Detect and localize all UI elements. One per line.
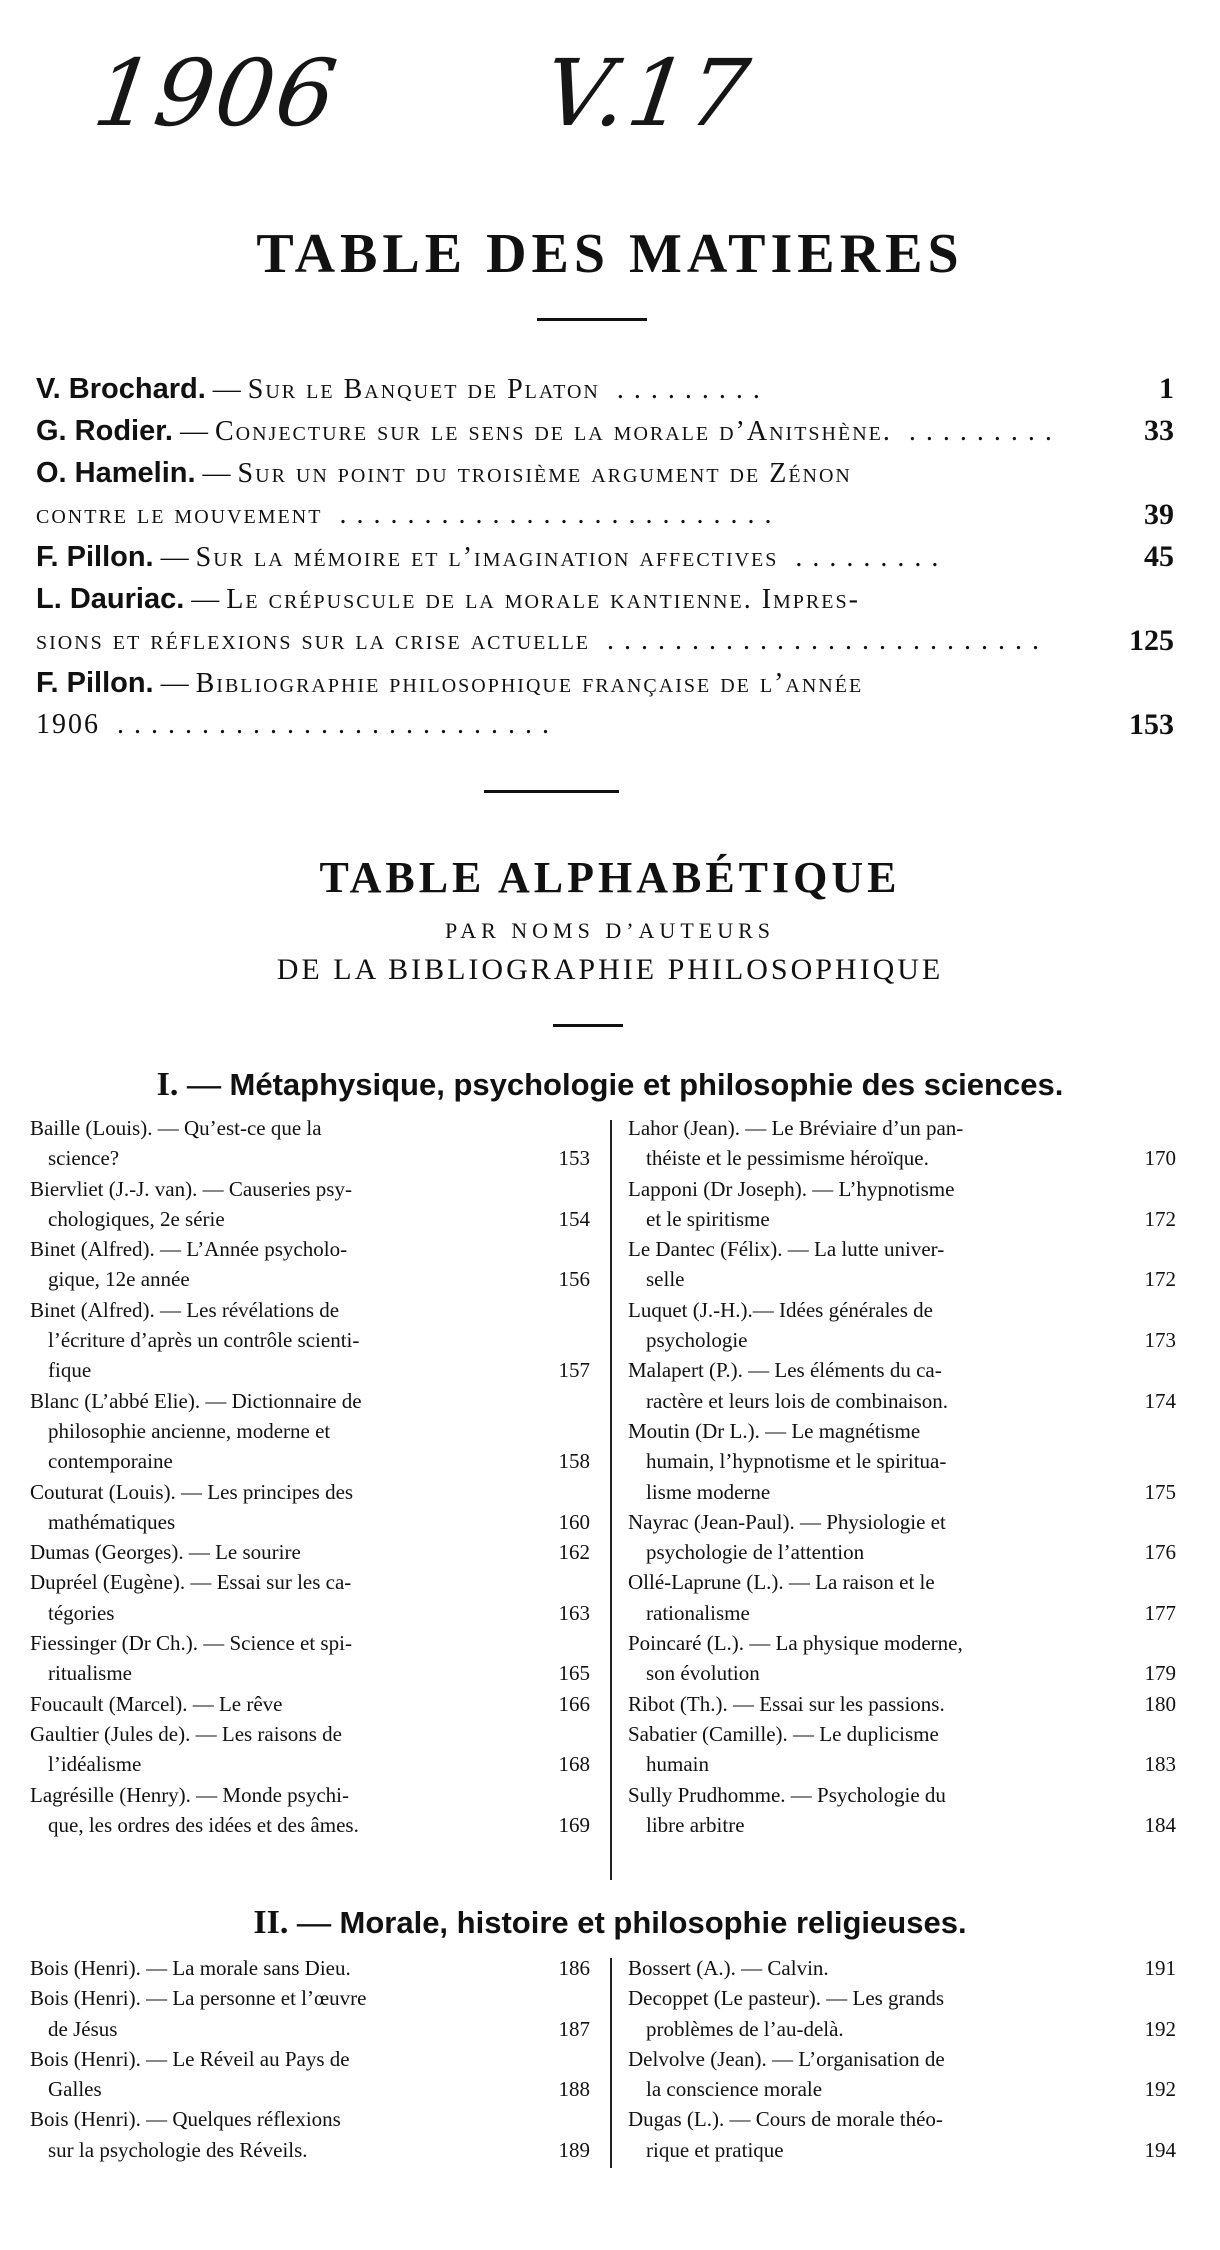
section-dash: — xyxy=(297,1904,340,1941)
toc-dash: — xyxy=(195,458,238,489)
toc-page-number: 39 xyxy=(1144,498,1174,531)
index-entry-line xyxy=(30,1355,590,1385)
index-entry-text: Binet (Alfred). — Les révélations de xyxy=(30,1297,340,1322)
index-entry-text: Ollé-Laprune (L.). — La raison et le xyxy=(628,1570,935,1595)
index-page-number: 156 xyxy=(558,1267,590,1292)
index-entry-line xyxy=(30,1719,590,1749)
index-entry-text: Binet (Alfred). — L’Année psycholo- xyxy=(30,1237,348,1262)
index-entry-text: problèmes de l’au-delà. xyxy=(646,2016,844,2041)
section-numeral: I. xyxy=(156,1066,179,1103)
toc-entry-text xyxy=(36,704,559,746)
toc-entry xyxy=(36,368,1174,410)
index-page-number: 179 xyxy=(1144,1661,1176,1686)
section-heading xyxy=(0,1066,1220,1104)
index-entry-line xyxy=(628,1658,1176,1688)
index-entry-line xyxy=(30,1658,590,1688)
toc-author: L. Dauriac. xyxy=(36,583,185,615)
index-column-right xyxy=(628,1113,1176,1840)
index-entry-line xyxy=(30,1234,590,1264)
index-entry-text: Sully Prudhomme. — Psychologie du xyxy=(628,1782,946,1807)
index-page-number: 187 xyxy=(558,2016,590,2041)
index-entry-line xyxy=(628,2044,1176,2074)
index-entry-text: Bois (Henri). — Le Réveil au Pays de xyxy=(30,2046,350,2071)
index-entry-line xyxy=(30,2135,590,2165)
toc-entry xyxy=(36,578,1174,620)
index-page-number: 160 xyxy=(558,1509,590,1534)
index-entry-text: humain xyxy=(646,1752,709,1777)
index-page-number: 189 xyxy=(558,2137,590,2162)
toc-entry-text xyxy=(36,578,860,621)
index-entry-text: Sabatier (Camille). — Le duplicisme xyxy=(628,1721,939,1746)
section-title: Métaphysique, psychologie et philosophie des sciences. xyxy=(229,1067,1064,1102)
index-entry-line xyxy=(30,1537,590,1567)
index-entry-text: gique, 12e année xyxy=(48,1267,190,1292)
toc-author: G. Rodier. xyxy=(36,415,173,447)
index-entry-text: chologiques, 2e série xyxy=(48,1206,225,1231)
toc-list xyxy=(36,368,1174,746)
index-entry-text: Decoppet (Le pasteur). — Les grands xyxy=(628,1986,945,2011)
index-entry-text: Lapponi (Dr Joseph). — L’hypnotisme xyxy=(628,1176,955,1201)
toc-entry xyxy=(36,662,1174,704)
column-divider xyxy=(610,1120,612,1880)
index-entry-text: Fiessinger (Dr Ch.). — Science et spi- xyxy=(30,1631,352,1656)
toc-entry-text xyxy=(36,620,1049,662)
index-page-number: 192 xyxy=(1144,2077,1176,2102)
index-entry-line xyxy=(30,1386,590,1416)
toc-dash: — xyxy=(153,542,196,573)
index-entry-line xyxy=(30,1204,590,1234)
index-page-number: 177 xyxy=(1144,1600,1176,1625)
toc-entry-text xyxy=(36,452,852,495)
index-entry-line xyxy=(628,1598,1176,1628)
index-page-number: 173 xyxy=(1144,1328,1176,1353)
index-entry-text: Lagrésille (Henry). — Monde psychi- xyxy=(30,1782,349,1807)
index-page-number: 186 xyxy=(558,1956,590,1980)
index-entry-line xyxy=(628,1113,1176,1143)
section-numeral: II. xyxy=(253,1904,289,1941)
toc-page-number: 125 xyxy=(1129,624,1174,657)
toc-entry xyxy=(36,410,1174,452)
index-entry-line xyxy=(30,1628,590,1658)
index-entry-text: Couturat (Louis). — Les principes des xyxy=(30,1479,354,1504)
section-dash: — xyxy=(187,1066,230,1103)
leader-dots: .......................... xyxy=(590,625,1050,656)
index-entry-line xyxy=(628,1780,1176,1810)
index-page-number: 166 xyxy=(558,1691,590,1716)
toc-page-number: 45 xyxy=(1144,540,1174,573)
alphabetical-index-subtitle: DE LA BIBLIOGRAPHIE PHILOSOPHIQUE xyxy=(276,953,944,986)
index-entry-line xyxy=(628,1143,1176,1173)
index-entry-line xyxy=(628,1174,1176,1204)
index-entry-line xyxy=(628,1295,1176,1325)
index-entry-text: rique et pratique xyxy=(646,2137,784,2162)
toc-page-number: 1 xyxy=(1159,372,1174,405)
toc-entry-continuation xyxy=(36,494,1174,536)
index-entry-text: psychologie de l’attention xyxy=(646,1540,865,1565)
toc-author: F. Pillon. xyxy=(36,541,154,573)
index-entry-text: contemporaine xyxy=(48,1449,173,1474)
index-entry-text: psychologie xyxy=(646,1328,748,1353)
index-page-number: 175 xyxy=(1144,1479,1176,1504)
index-entry-line xyxy=(30,1446,590,1476)
index-page-number: 153 xyxy=(558,1146,590,1171)
index-entry-text: rationalisme xyxy=(646,1600,750,1625)
toc-article-title: Sur la mémoire et l’imagination affectives xyxy=(195,542,779,573)
index-entry-line xyxy=(628,1567,1176,1597)
index-entry-text: Moutin (Dr L.). — Le magnétisme xyxy=(628,1418,921,1443)
index-entry-text: Blanc (L’abbé Elie). — Dictionnaire de xyxy=(30,1388,362,1413)
index-entry-line xyxy=(628,1749,1176,1779)
index-page-number: 172 xyxy=(1144,1206,1176,1231)
index-entry-line xyxy=(30,1325,590,1355)
index-column-right xyxy=(628,1953,1176,2165)
index-entry-line xyxy=(30,1295,590,1325)
index-page-number: 157 xyxy=(558,1358,590,1383)
index-entry-line xyxy=(30,1567,590,1597)
index-entry-text: l’écriture d’après un contrôle scienti- xyxy=(48,1328,360,1353)
toc-page-number: 33 xyxy=(1144,414,1174,447)
index-page-number: 192 xyxy=(1144,2016,1176,2041)
index-page-number: 168 xyxy=(558,1752,590,1777)
index-page-number: 158 xyxy=(558,1449,590,1474)
index-entry-line xyxy=(628,1325,1176,1355)
toc-entry-text xyxy=(36,536,948,579)
index-entry-text: Bois (Henri). — La morale sans Dieu. xyxy=(30,1956,351,1980)
leader-dots: ......... xyxy=(778,542,949,573)
index-page-number: 165 xyxy=(558,1661,590,1686)
index-entry-text: sur la psychologie des Réveils. xyxy=(48,2137,308,2162)
index-entry-text: tégories xyxy=(48,1600,115,1625)
index-entry-text: Dumas (Georges). — Le sourire xyxy=(30,1540,301,1565)
index-entry-text: Bossert (A.). — Calvin. xyxy=(628,1956,829,1980)
index-entry-line xyxy=(628,1234,1176,1264)
toc-dash: — xyxy=(153,668,196,699)
index-entry-text: Bois (Henri). — Quelques réflexions xyxy=(30,2107,341,2132)
index-page-number: 176 xyxy=(1144,1540,1176,1565)
index-entry-line xyxy=(628,1689,1176,1719)
index-entry-line xyxy=(30,2044,590,2074)
index-entry-line xyxy=(30,1264,590,1294)
index-entry-text: Dupréel (Eugène). — Essai sur les ca- xyxy=(30,1570,352,1595)
index-entry-text: l’idéalisme xyxy=(48,1752,142,1777)
index-entry-line xyxy=(30,1113,590,1143)
toc-author: V. Brochard. xyxy=(36,373,206,405)
toc-author: F. Pillon. xyxy=(36,667,154,699)
index-entry-text: Bois (Henri). — La personne et l’œuvre xyxy=(30,1986,367,2011)
index-entry-text: et le spiritisme xyxy=(646,1206,770,1231)
alphabetical-index-subtitle: PAR NOMS D’AUTEURS xyxy=(444,918,775,943)
index-entry-text: Ribot (Th.). — Essai sur les passions. xyxy=(628,1691,945,1716)
index-entry-text: que, les ordres des idées et des âmes. xyxy=(48,1812,359,1837)
index-entry-text: de Jésus xyxy=(48,2016,118,2041)
toc-article-title: Bibliographie philosophique française de l’année xyxy=(195,668,864,699)
index-entry-text: philosophie ancienne, moderne et xyxy=(48,1418,331,1443)
index-entry-line xyxy=(628,1953,1176,1983)
index-page-number: 183 xyxy=(1144,1752,1176,1777)
section-title: Morale, histoire et philosophie religieuses. xyxy=(339,1905,967,1940)
toc-entry-text xyxy=(36,368,770,411)
section-heading xyxy=(0,1904,1220,1942)
index-entry-text: fique xyxy=(48,1358,92,1383)
index-entry-line xyxy=(30,2074,590,2104)
index-entry-line xyxy=(628,1810,1176,1840)
index-entry-text: Biervliet (J.-J. van). — Causeries psy- xyxy=(30,1176,352,1201)
handwritten-volume: V.17 xyxy=(537,40,758,147)
index-entry-line xyxy=(30,1689,590,1719)
index-entry-line xyxy=(628,1628,1176,1658)
index-entry-text: Dugas (L.). — Cours de morale théo- xyxy=(628,2107,943,2132)
toc-article-title-cont: 1906 xyxy=(36,709,100,740)
divider xyxy=(553,1024,623,1027)
index-entry-text: mathématiques xyxy=(48,1509,176,1534)
index-entry-line xyxy=(30,1507,590,1537)
index-entry-text: lisme moderne xyxy=(646,1479,771,1504)
toc-dash: — xyxy=(172,416,215,447)
toc-entry-text xyxy=(36,410,1062,453)
index-entry-text: théiste et le pessimisme héroïque. xyxy=(646,1146,929,1171)
leader-dots: .......................... xyxy=(322,499,782,530)
toc-author: O. Hamelin. xyxy=(36,457,196,489)
index-entry-text: selle xyxy=(646,1267,685,1292)
index-entry-line xyxy=(628,2014,1176,2044)
column-divider xyxy=(610,1958,612,2168)
index-entry-text: humain, l’hypnotisme et le spiritua- xyxy=(646,1449,947,1474)
index-page-number: 174 xyxy=(1144,1388,1176,1413)
alphabetical-index-title: TABLE ALPHABÉTIQUE xyxy=(319,853,901,902)
index-entry-text: Le Dantec (Félix). — La lutte univer- xyxy=(628,1237,945,1262)
index-entry-text: Malapert (P.). — Les éléments du ca- xyxy=(628,1358,942,1383)
index-page-number: 191 xyxy=(1144,1956,1176,1980)
index-column-left xyxy=(30,1953,590,2165)
index-entry-line xyxy=(30,1810,590,1840)
index-entry-text: Foucault (Marcel). — Le rêve xyxy=(30,1691,283,1716)
index-entry-text: Baille (Louis). — Qu’est-ce que la xyxy=(30,1116,322,1140)
divider xyxy=(537,318,647,321)
leader-dots: .......................... xyxy=(100,709,559,740)
index-entry-line xyxy=(30,1749,590,1779)
index-entry-line xyxy=(628,2104,1176,2134)
index-entry-line xyxy=(628,2074,1176,2104)
index-entry-text: Poincaré (L.). — La physique moderne, xyxy=(628,1631,963,1656)
toc-entry xyxy=(36,536,1174,578)
toc-entry xyxy=(36,452,1174,494)
index-entry-line xyxy=(30,1598,590,1628)
index-entry-line xyxy=(628,1983,1176,2013)
index-entry-line xyxy=(628,1355,1176,1385)
toc-entry-text xyxy=(36,494,781,536)
leader-dots: ......... xyxy=(891,416,1062,447)
index-page-number: 162 xyxy=(558,1540,590,1565)
index-entry-text: Galles xyxy=(48,2077,102,2102)
index-entry-line xyxy=(628,1446,1176,1476)
index-column-left xyxy=(30,1113,590,1840)
index-entry-line xyxy=(628,1386,1176,1416)
toc-article-title: Sur un point du troisième argument de Zénon xyxy=(237,458,852,489)
index-entry-line xyxy=(628,1507,1176,1537)
index-page-number: 163 xyxy=(558,1600,590,1625)
index-entry-text: libre arbitre xyxy=(646,1812,745,1837)
index-entry-line xyxy=(628,1537,1176,1567)
index-page-number: 184 xyxy=(1144,1812,1176,1837)
toc-article-title: Sur le Banquet de Platon xyxy=(247,374,600,405)
toc-title: TABLE DES MATIERES xyxy=(256,223,964,285)
toc-article-title-cont: sions et réflexions sur la crise actuelle xyxy=(36,625,591,656)
index-entry-text: Nayrac (Jean-Paul). — Physiologie et xyxy=(628,1509,946,1534)
index-entry-line xyxy=(628,2135,1176,2165)
index-entry-line xyxy=(30,1983,590,2013)
index-entry-line xyxy=(30,1143,590,1173)
handwritten-year: 1906 xyxy=(87,40,345,147)
leader-dots: ......... xyxy=(599,374,770,405)
index-entry-line xyxy=(628,1416,1176,1446)
index-entry-line xyxy=(30,1477,590,1507)
index-entry-line xyxy=(30,1416,590,1446)
toc-entry-continuation xyxy=(36,704,1174,746)
toc-article-title-cont: contre le mouvement xyxy=(36,499,323,530)
index-entry-text: ractère et leurs lois de combinaison. xyxy=(646,1388,949,1413)
divider xyxy=(484,790,619,793)
index-page-number: 180 xyxy=(1144,1691,1176,1716)
index-page-number: 170 xyxy=(1144,1146,1176,1171)
index-entry-line xyxy=(628,1719,1176,1749)
index-page-number: 194 xyxy=(1144,2137,1176,2162)
toc-article-title: Conjecture sur le sens de la morale d’Anitshène. xyxy=(214,416,892,447)
index-entry-line xyxy=(30,1953,590,1983)
index-entry-line xyxy=(30,2104,590,2134)
toc-dash: — xyxy=(205,374,248,405)
index-entry-text: Delvolve (Jean). — L’organisation de xyxy=(628,2046,945,2071)
index-page-number: 172 xyxy=(1144,1267,1176,1292)
toc-entry-continuation xyxy=(36,620,1174,662)
index-page-number: 188 xyxy=(558,2077,590,2102)
index-entry-text: Gaultier (Jules de). — Les raisons de xyxy=(30,1721,342,1746)
toc-dash: — xyxy=(184,584,227,615)
index-entry-text: son évolution xyxy=(646,1661,760,1686)
index-entry-text: Luquet (J.-H.).— Idées générales de xyxy=(628,1297,933,1322)
index-entry-text: ritualisme xyxy=(48,1661,132,1686)
index-entry-line xyxy=(30,2014,590,2044)
toc-article-title: Le crépuscule de la morale kantienne. Impres- xyxy=(226,584,860,615)
index-entry-text: Lahor (Jean). — Le Bréviaire d’un pan- xyxy=(628,1116,964,1140)
index-entry-line xyxy=(628,1204,1176,1234)
index-entry-line xyxy=(628,1264,1176,1294)
index-page-number: 154 xyxy=(558,1206,590,1231)
index-entry-text: la conscience morale xyxy=(646,2077,823,2102)
index-entry-text: science? xyxy=(48,1146,120,1171)
index-entry-line xyxy=(30,1780,590,1810)
index-entry-line xyxy=(628,1477,1176,1507)
index-page-number: 169 xyxy=(558,1812,590,1837)
index-entry-line xyxy=(30,1174,590,1204)
toc-entry-text xyxy=(36,662,863,705)
toc-page-number: 153 xyxy=(1129,708,1174,741)
